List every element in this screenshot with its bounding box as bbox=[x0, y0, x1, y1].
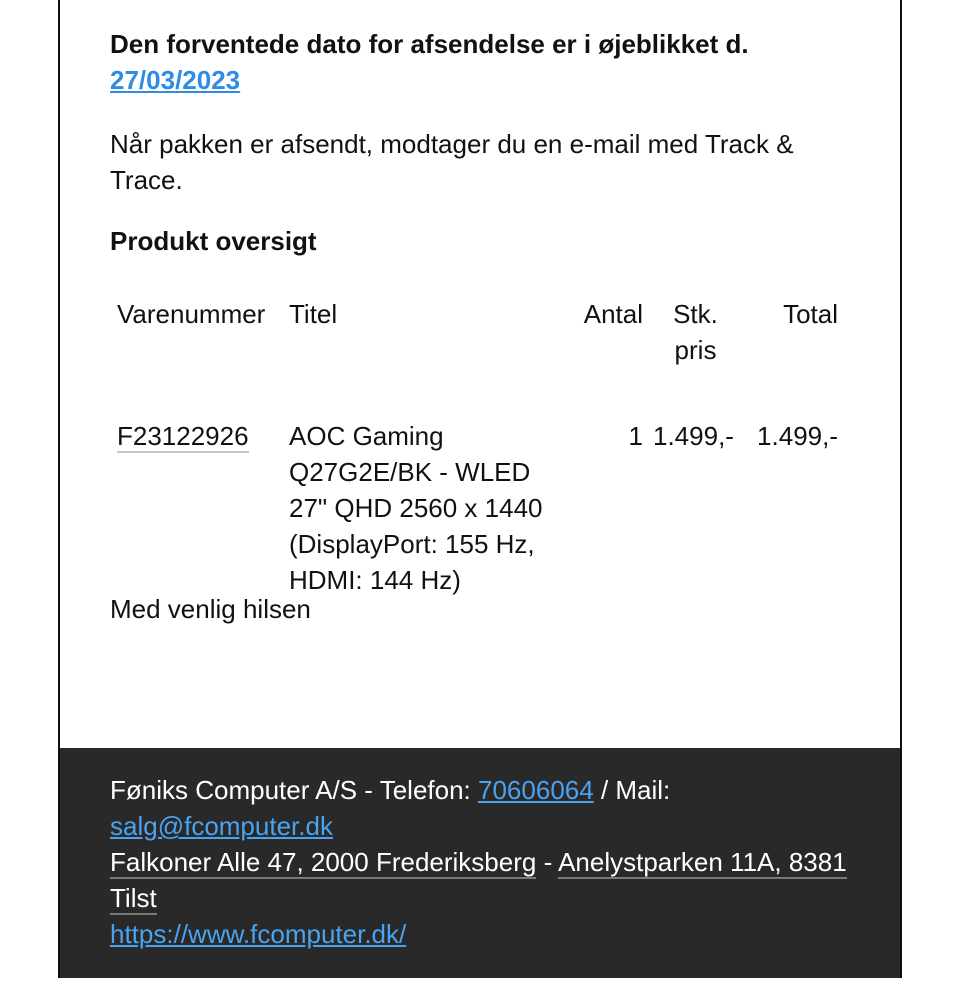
cell-sku[interactable] bbox=[112, 368, 284, 598]
table-row bbox=[112, 368, 843, 598]
footer-website-link[interactable]: https://www.fcomputer.dk/ bbox=[110, 919, 407, 949]
footer bbox=[60, 748, 900, 978]
sku-link[interactable]: F23122926 bbox=[117, 421, 249, 451]
header-sku: Varenummer bbox=[117, 299, 266, 329]
product-table bbox=[112, 296, 843, 598]
products-heading: Produkt oversigt bbox=[110, 226, 317, 256]
footer-company: Føniks Computer A/S - Telefon: bbox=[110, 775, 471, 805]
footer-content bbox=[110, 772, 870, 952]
shipping-date-label: Den forventede dato for afsendelse er i øjeblikket d. bbox=[110, 29, 749, 59]
track-trace-notice: Når pakken er afsendt, modtager du en e-mail med Track & Trace. bbox=[110, 129, 794, 195]
header-qty: Antal bbox=[583, 299, 643, 329]
footer-mail-label: / Mail: bbox=[600, 775, 671, 805]
table-header-row bbox=[112, 296, 843, 368]
shipping-date-link[interactable]: 27/03/2023 bbox=[110, 65, 241, 95]
footer-contact-line bbox=[110, 772, 870, 844]
cell-unit-price: 1.499,- bbox=[653, 421, 734, 451]
footer-email-link[interactable]: salg@fcomputer.dk bbox=[110, 811, 333, 841]
footer-address bbox=[110, 844, 870, 916]
footer-address-1[interactable]: Falkoner Alle 47, 2000 Frederiksberg bbox=[110, 847, 537, 877]
header-unit-price: Stk. pris bbox=[673, 299, 718, 365]
cell-qty: 1 bbox=[628, 421, 643, 451]
header-total: Total bbox=[783, 299, 838, 329]
footer-phone-link[interactable]: 70606064 bbox=[478, 775, 594, 805]
email-card bbox=[58, 0, 902, 978]
cell-total: 1.499,- bbox=[757, 421, 838, 451]
footer-address-separator: - bbox=[543, 847, 553, 877]
footer-address-2[interactable]: Anelystparken 11A, 8381 Tilst bbox=[110, 847, 847, 913]
cell-title: AOC Gaming Q27G2E/BK - WLED 27" QHD 2560 x 1440 (DisplayPort: 155 Hz, HDMI: 144 Hz) bbox=[289, 421, 543, 595]
header-title: Titel bbox=[289, 299, 338, 329]
shipping-date-text bbox=[110, 26, 850, 98]
closing-greeting: Med venlig hilsen bbox=[110, 594, 311, 624]
